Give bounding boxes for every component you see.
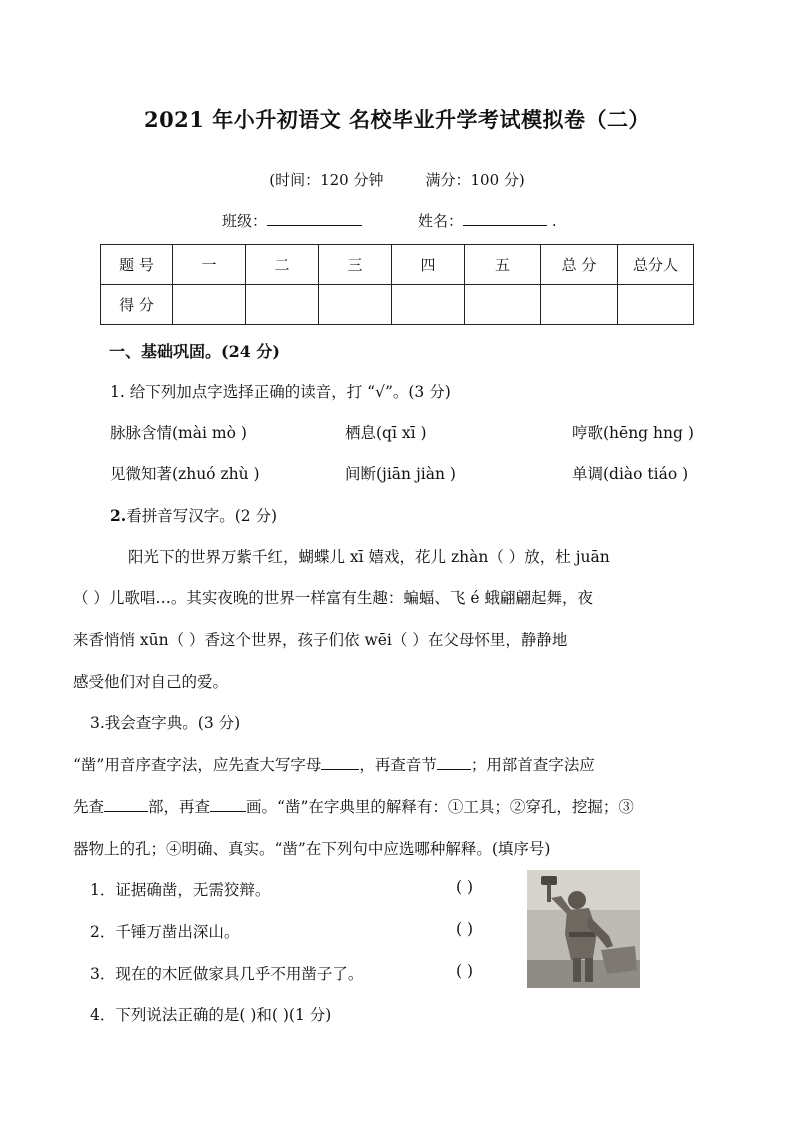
question-4: 4．下列说法正确的是( )和( )(1 分) [90,1006,332,1024]
answer-paren[interactable]: ( ) [456,878,474,896]
score-cell[interactable] [173,285,246,325]
question-text: “凿”用音序查字法，应先查大写字母 [73,756,322,774]
passage-line: 阳光下的世界万紫千红，蝴蝶儿 xī 嬉戏，花儿 zhàn（ ）放，杜 juān [128,548,610,566]
header-cell: 总分人 [618,245,694,285]
header-cell: 二 [246,245,319,285]
page-title: 2021 年小升初语文 名校毕业升学考试模拟卷（二） [143,107,651,132]
score-cell[interactable] [319,285,392,325]
header-cell: 一 [173,245,246,285]
question-number: 2. [110,506,127,525]
question-text: 看拼音写汉字。(2 分) [126,507,278,525]
class-field[interactable] [267,211,362,226]
answer-blank[interactable] [321,755,359,770]
pinyin-item: 单调(diào tiáo ) [572,465,689,483]
passage-line: 来香悄悄 xūn（ ）香这个世界，孩子们依 wēi（ ）在父母怀里，静静地 [73,631,568,649]
score-cell[interactable] [392,285,465,325]
question-2-prompt [110,504,277,526]
answer-paren[interactable]: ( ) [456,920,474,938]
header-cell: 三 [319,245,392,285]
list-item: 2．千锤万凿出深山。 [90,923,240,941]
score-table-score-row [101,285,694,325]
exam-time: (时间：120 分钟 [269,171,384,189]
passage-line: 感受他们对自己的爱。 [73,673,229,691]
question-3-line [73,753,595,775]
exam-full-score: 满分：100 分) [425,171,525,189]
header-cell: 总 分 [541,245,618,285]
question-text: 画。“凿”在字典里的解释有：①工具；②穿孔，挖掘；③ [246,798,634,816]
answer-blank[interactable] [104,797,148,812]
question-text: 先查 [73,798,105,816]
header-cell: 题 号 [101,245,173,285]
header-cell: 五 [465,245,541,285]
pinyin-item: 见微知著(zhuó zhù ) [110,465,260,483]
answer-paren[interactable]: ( ) [456,962,474,980]
question-text: ，再查音节 [359,756,437,774]
score-cell[interactable] [465,285,541,325]
name-field[interactable] [463,211,547,226]
list-item: 3．现在的木匠做家具几乎不用凿子了。 [90,965,364,983]
pinyin-item: 栖息(qī xī ) [345,424,427,442]
name-label: 姓名： [418,212,464,230]
statue-image [527,870,640,988]
pinyin-item: 脉脉含情(mài mò ) [110,424,247,442]
question-text: 部，再查 [148,798,211,816]
score-table [100,244,694,325]
pinyin-item: 间断(jiān jiàn ) [345,465,456,483]
question-text: ；用部首查字法应 [470,756,595,774]
score-table-header-row [101,245,694,285]
score-cell[interactable] [246,285,319,325]
pinyin-item: 哼歌(hēng hng ) [572,424,694,442]
question-3-line: 器物上的孔；④明确、真实。“凿”在下列句中应选哪种解释。(填序号) [73,840,551,858]
question-3-line [73,795,634,817]
field-end-mark: . [551,212,557,230]
student-info [222,210,557,231]
exam-time-score [0,169,794,190]
section-heading: 一、基础巩固。(24 分) [109,342,280,361]
question-1-prompt: 1. 给下列加点字选择正确的读音，打 “√”。(3 分) [110,383,451,401]
list-item: 1．证据确凿，无需狡辩。 [90,881,271,899]
answer-blank[interactable] [437,755,471,770]
answer-blank[interactable] [210,797,246,812]
header-cell: 四 [392,245,465,285]
passage-line: （ ）儿歌唱…。其实夜晚的世界一样富有生趣：蝙蝠、飞 é 蛾翩翩起舞，夜 [73,589,593,607]
score-cell[interactable] [618,285,694,325]
row-label: 得 分 [101,285,173,325]
stone-carver-photo [527,870,640,988]
class-label: 班级： [222,212,268,230]
question-3-prompt: 3.我会查字典。(3 分) [90,714,241,732]
score-cell[interactable] [541,285,618,325]
